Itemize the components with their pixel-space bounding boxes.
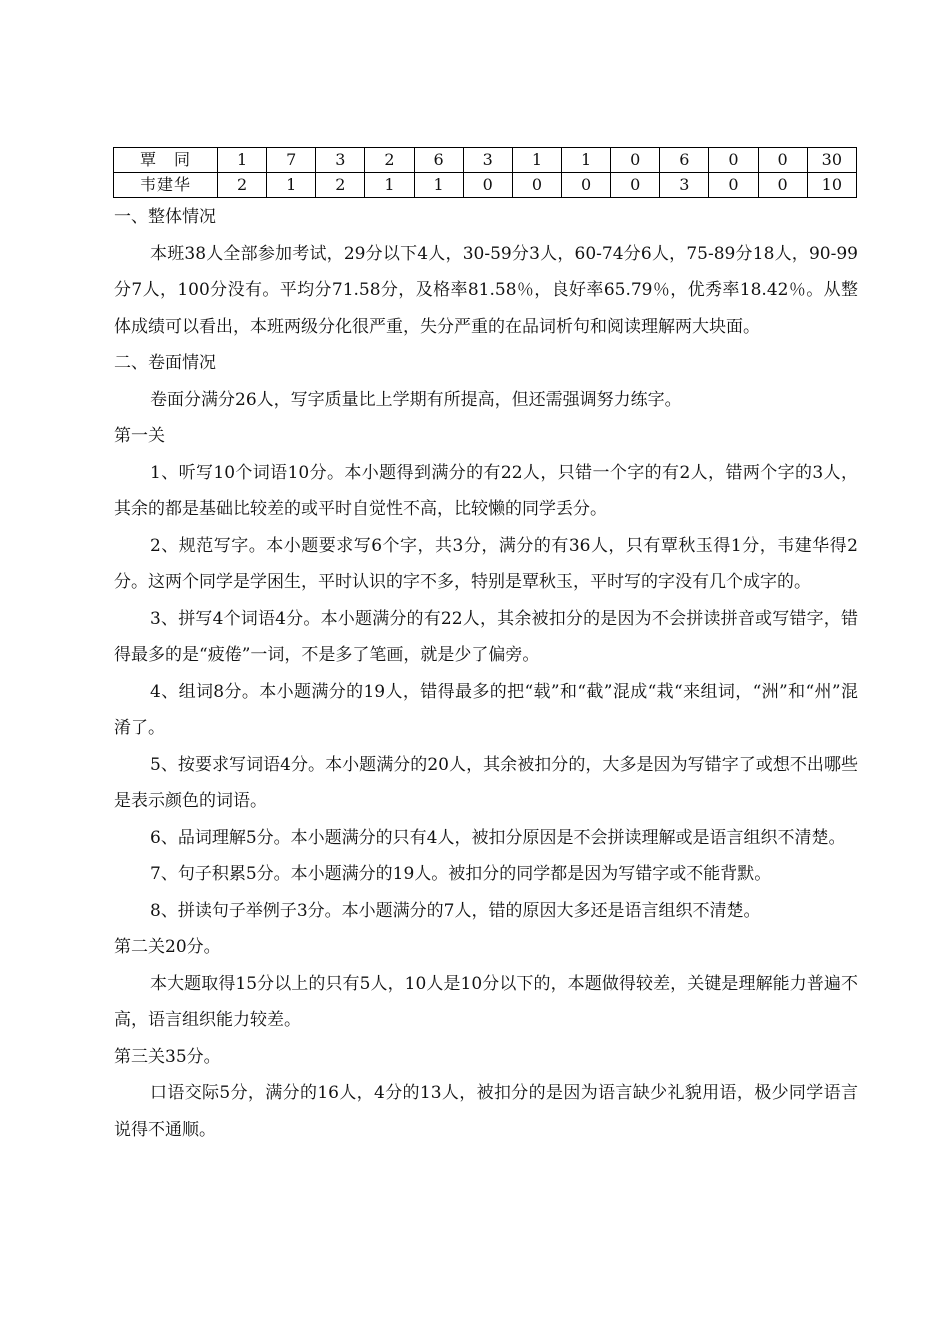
table-cell: 1 [414, 173, 463, 198]
table-cell-total: 30 [807, 148, 856, 173]
paragraph: 6、品词理解5分。本小题满分的只有4人，被扣分原因是不会拼读理解或是语言组织不清楚。 [150, 827, 846, 848]
paragraph: 2、规范写字。本小题要求写6个字，共3分，满分的有36人，只有覃秋玉得1分，韦建华得2分。这两个同学是学困生，平时认识的字不多，特别是覃秋玉，平时写的字没有几个成字的。 [114, 535, 858, 592]
table-cell: 1 [218, 148, 267, 173]
table-cell: 1 [561, 148, 610, 173]
table-cell: 2 [316, 173, 365, 198]
table-cell: 0 [758, 148, 807, 173]
table-cell: 3 [316, 148, 365, 173]
score-table [113, 147, 857, 198]
table-cell: 0 [561, 173, 610, 198]
table-cell: 3 [463, 148, 512, 173]
paragraph: 8、拼读句子举例子3分。本小题满分的7人，错的原因大多还是语言组织不清楚。 [150, 900, 761, 921]
section-heading: 第二关20分。 [114, 937, 221, 957]
paragraph: 本班38人全部参加考试，29分以下4人，30-59分3人，60-74分6人，75-89分18人，90-99分7人，100分没有。平均分71.58分，及格率81.58％，良好率65.79％，优秀率18.42％。从整体成绩可以看出，本班两级分化很严重，失分严重的在品词析句和阅读理解两大块面。 [114, 243, 858, 337]
table-cell: 0 [758, 173, 807, 198]
table-cell: 7 [267, 148, 316, 173]
student-name: 覃 同 [114, 148, 218, 173]
table-cell: 3 [660, 173, 709, 198]
table-cell: 6 [660, 148, 709, 173]
paragraph: 口语交际5分，满分的16人，4分的13人，被扣分的是因为语言缺少礼貌用语，极少同学语言说得不通顺。 [114, 1083, 858, 1140]
table-cell: 0 [512, 173, 561, 198]
section-heading: 第三关35分。 [114, 1046, 221, 1067]
paragraph: 7、句子积累5分。本小题满分的19人。被扣分的同学都是因为写错字或不能背默。 [150, 864, 772, 884]
table-cell: 0 [709, 148, 758, 173]
paragraph: 本大题取得15分以上的只有5人，10人是10分以下的，本题做得较差，关键是理解能力普遍不高，语言组织能力较差。 [114, 973, 858, 1030]
table-cell: 6 [414, 148, 463, 173]
paragraph: 卷面分满分26人，写字质量比上学期有所提高，但还需强调努力练字。 [150, 389, 682, 410]
table-cell: 0 [463, 173, 512, 198]
table-row [114, 148, 857, 173]
table-cell-total: 10 [807, 173, 856, 198]
table-cell: 1 [267, 173, 316, 198]
table-cell: 2 [218, 173, 267, 198]
section-heading: 第一关 [114, 426, 165, 446]
paragraph: 1、听写10个词语10分。本小题得到满分的有22人，只错一个字的有2人，错两个字的3人，其余的都是基础比较差的或平时自觉性不高，比较懒的同学丢分。 [114, 462, 858, 519]
section-heading: 二、卷面情况 [114, 353, 216, 373]
paragraph: 5、按要求写词语4分。本小题满分的20人，其余被扣分的，大多是因为写错字了或想不出哪些是表示颜色的词语。 [114, 754, 858, 811]
table-cell: 2 [365, 148, 414, 173]
paragraph: 3、拼写4个词语4分。本小题满分的有22人，其余被扣分的是因为不会拼读拼音或写错字，错得最多的是“疲倦”一词，不是多了笔画，就是少了偏旁。 [114, 608, 858, 665]
section-heading: 一、整体情况 [114, 207, 216, 227]
table-cell: 0 [709, 173, 758, 198]
table-cell: 1 [512, 148, 561, 173]
table-row [114, 173, 857, 198]
report-body [114, 199, 858, 1148]
paragraph: 4、组词8分。本小题满分的19人，错得最多的把“载”和“截”混成“栽“来组词，“洲”和“州”混淆了。 [114, 681, 858, 738]
table-cell: 0 [611, 148, 660, 173]
table-cell: 1 [365, 173, 414, 198]
table-cell: 0 [611, 173, 660, 198]
student-name: 韦建华 [114, 173, 218, 198]
